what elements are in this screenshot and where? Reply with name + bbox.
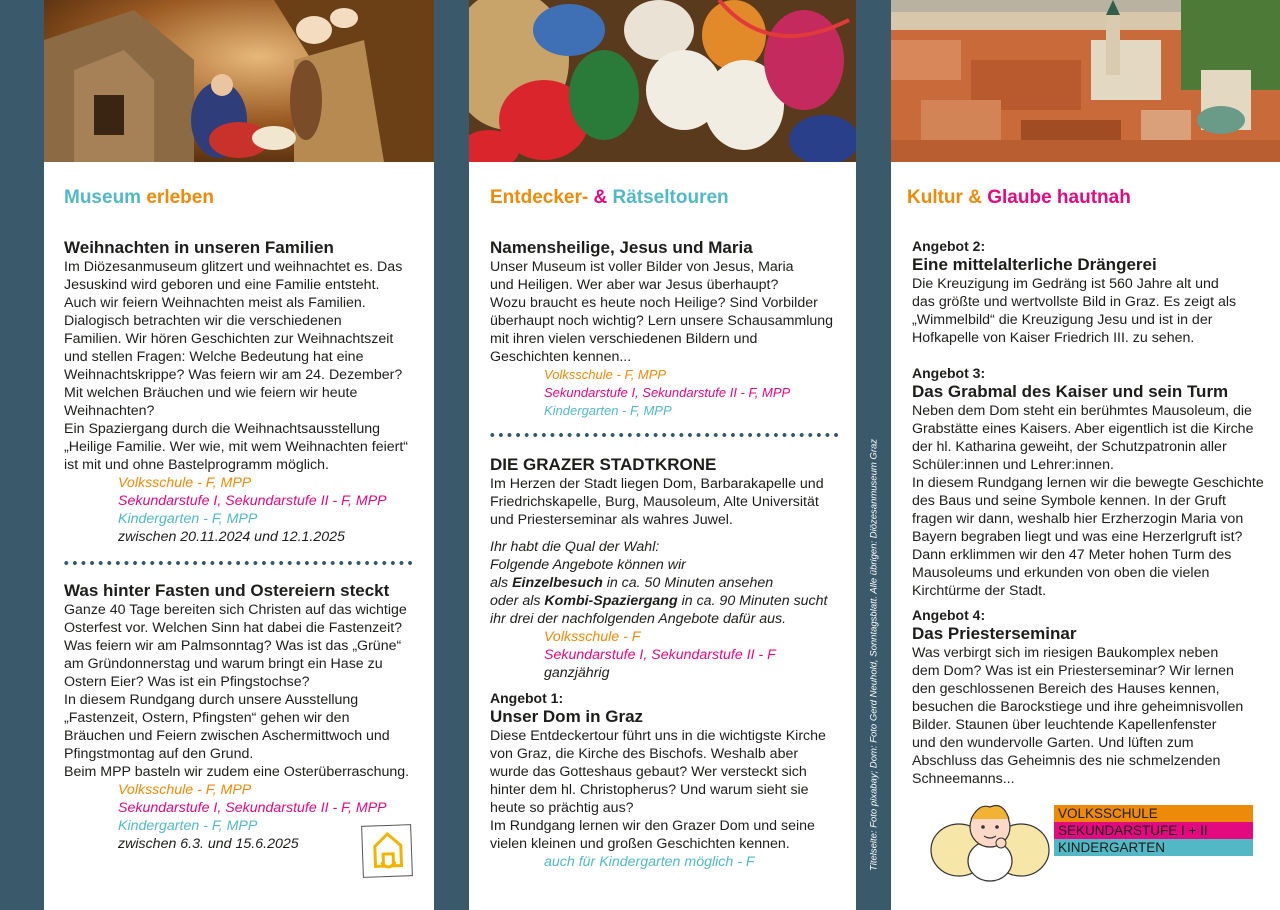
legend-volksschule: VOLKSSCHULE	[1054, 805, 1253, 822]
offer-heading: Weihnachten in unseren Familien	[64, 238, 334, 257]
offer-angebot-1	[490, 690, 850, 871]
offer-dates: zwischen 6.3. und 15.6.2025	[118, 836, 299, 852]
graz-cityscape-photo	[891, 0, 1280, 162]
offer-heading: Was hinter Fasten und Ostereiern steckt	[64, 581, 390, 600]
gutter-band-1	[434, 0, 469, 910]
offer-description: Im Diözesanmuseum glitzert und weihnachtet es. Das Jesuskind wird geboren und eine Familie entsteht. Auch wir feiern Weihnachten meist als Familien. Dialogisch betrachten wir die verschiedenen Familien. Wir hören Geschichten zur Weihnachtszeit und stellen Fragen: Welche Bedeutung hat eine Weihnachtskrippe? Was feiern wir am 24. Dezember? Mit welchen Bräuchen und wie feiern wir heute Weihnachten? Ein Spaziergang durch die Weihnachtsausstellung „Heilige Familie. Wer wie, mit wem Weihnachten feiert“ ist mit und ohne Bastelprogramm möglich.	[64, 259, 409, 473]
column-museum-erleben	[44, 0, 434, 910]
section-title-entdecker: Entdecker- & Rätseltouren	[490, 187, 729, 208]
audience-sekundarstufe: Sekundarstufe I, Sekundarstufe II - F, MPP	[118, 800, 387, 816]
offer-description: Die Kreuzigung im Gedräng ist 560 Jahre alt und das größte und wertvollste Bild in Graz. Es zeigt als „Wimmelbild“ die Kreuzigung Jesu und ist in der Hofkapelle von Kaiser Friedrich III. zu sehen.	[912, 276, 1237, 346]
offer-label: Angebot 2:	[912, 238, 986, 254]
offer-description: Diese Entdeckertour führt uns in die wichtigste Kirche von Graz, die Kirche des Bischofs. Weshalb aber wurde das Gotteshaus gebaut? Wer versteckt sich hinter dem hl. Christopherus? Und warum sieht sie heute so prächtig aus? Im Rundgang lernen wir den Grazer Dom und seine vielen kleinen und großen Geschichten kennen.	[490, 728, 826, 852]
offer-label: Angebot 4:	[912, 607, 986, 623]
legend-kindergarten: KINDERGARTEN	[1054, 839, 1253, 856]
offer-label: Angebot 3:	[912, 365, 986, 381]
offer-description: Neben dem Dom steht ein berühmtes Mausoleum, die Grabstätte eines Kaisers. Aber eigentlich ist die Kirche der hl. Katharina geweiht, der Schutzpatronin aller Schüler:innen und Lehrer:innen. In diesem Rundgang lernen wir die bewegte Geschichte des Baus und seine Symbole kennen. In der Gruft fragen wir dann, weshalb hier Erzherzogin Maria von Bayern begraben liegt und was eine Herzerlgruft ist? Dann erklimmen wir den 47 Meter hohen Turm des Mausoleums und erkunden von oben die vielen Kirchtürme der Stadt.	[912, 403, 1264, 599]
offer-description: Was verbirgt sich im riesigen Baukomplex neben dem Dom? Was ist ein Priesterseminar? Wir lernen den geschlossenen Bereich des Hauses kennen, besuchen die Barockstiege und ihre geheimnisvollen Bilder. Staunen über leuchtende Kapellenfenster und den wundervolle Garten. Und lüften zum Abschluss das Geheimnis des nie schmelzenden Schneemanns...	[912, 645, 1244, 787]
dotted-divider	[488, 432, 840, 438]
offer-angebot-3	[912, 365, 1276, 600]
audience-kindergarten: auch für Kindergarten möglich - F	[544, 854, 755, 870]
audience-kindergarten: Kindergarten - F, MPP	[118, 511, 258, 527]
easter-eggs-photo	[469, 0, 856, 162]
offer-weihnachten	[64, 238, 429, 546]
offer-heading: DIE GRAZER STADTKRONE	[490, 455, 717, 474]
section-title-kultur-glaube: Kultur & Glaube hautnah	[907, 187, 1131, 208]
offer-angebot-2	[912, 238, 1276, 347]
offer-fasten-ostereier	[64, 581, 429, 853]
audience-sekundarstufe: Sekundarstufe I, Sekundarstufe II - F, MPP	[544, 385, 791, 400]
nativity-scene-photo	[44, 0, 434, 162]
column-entdecker-raetseltouren	[469, 0, 856, 910]
offer-dates: ganzjährig	[544, 665, 610, 681]
offer-label: Angebot 1:	[490, 690, 564, 706]
offer-description: Im Herzen der Stadt liegen Dom, Barbarakapelle und Friedrichskapelle, Burg, Mausoleum, Alte Universität und Priesterseminar als wahres Juwel.	[490, 476, 824, 528]
offer-heading: Eine mittelalterliche Drängerei	[912, 255, 1157, 274]
audience-kindergarten: Kindergarten - F, MPP	[118, 818, 258, 834]
dotted-divider	[62, 560, 414, 566]
audience-volksschule: Volksschule - F, MPP	[118, 475, 252, 491]
offer-description: Ganze 40 Tage bereiten sich Christen auf das wichtige Osterfest vor. Welchen Sinn hat dabei die Fastenzeit? Was feiern wir am Palmsonntag? Was ist das „Grüne“ am Gründonnerstag und warum bringt ein Hase zu Ostern Eier? Was ist ein Pfingstochse? In diesem Rundgang durch unsere Ausstellung „Fastenzeit, Ostern, Pfingsten“ gehen wir den Bräuchen und Feiern zwischen Aschermittwoch und Pfingstmontag auf den Grund. Beim MPP basteln wir zudem eine Osterüberraschung.	[64, 602, 410, 780]
offer-description: Unser Museum ist voller Bilder von Jesus, Maria und Heiligen. Wer aber war Jesus überhaupt? Wozu braucht es heute noch Heilige? Sind Vorbilder überhaupt noch wichtig? Lern unsere Schausammlung mit ihren vielen verschiedenen Bildern und Geschichten kennen...	[490, 259, 834, 365]
offer-angebot-4	[912, 607, 1276, 788]
offer-heading: Das Grabmal des Kaiser und sein Turm	[912, 382, 1229, 401]
offer-heading: Unser Dom in Graz	[490, 707, 644, 726]
offer-namensheilige	[490, 238, 850, 420]
audience-kindergarten: Kindergarten - F, MPP	[544, 403, 672, 418]
photo-credit: Titelseite: Foto pixabay; Dom: Foto Gerd Neuhold, Sonntagsblatt. Alle übrigen: Diözesanmuseum Graz	[868, 438, 880, 872]
angel-illustration	[929, 795, 1051, 883]
offer-heading: Namensheilige, Jesus und Maria	[490, 238, 753, 257]
audience-sekundarstufe: Sekundarstufe I, Sekundarstufe II - F, MPP	[118, 493, 387, 509]
audience-sekundarstufe: Sekundarstufe I, Sekundarstufe II - F	[544, 647, 776, 663]
audience-volksschule: Volksschule - F	[544, 629, 641, 645]
left-edge-band	[0, 0, 44, 910]
offer-heading: Das Priesterseminar	[912, 624, 1077, 643]
audience-legend	[1054, 805, 1253, 856]
offer-grazer-stadtkrone	[490, 455, 850, 682]
choice-intro: Ihr habt die Qual der Wahl: Folgende Angebote können wir als Einzelbesuch in ca. 50 Minuten ansehen oder als Kombi-Spaziergang in ca. 90 Minuten sucht ihr drei der nachfolgenden Angebote dafür aus.	[490, 539, 828, 627]
audience-volksschule: Volksschule - F, MPP	[118, 782, 252, 798]
audience-volksschule: Volksschule - F, MPP	[544, 367, 667, 382]
column-kultur-glaube	[891, 0, 1280, 910]
museum-logo	[361, 824, 413, 878]
legend-sekundarstufe: SEKUNDARSTUFE I + II	[1054, 822, 1253, 839]
section-title-museum-erleben: Museum erleben	[64, 187, 214, 208]
offer-dates: zwischen 20.11.2024 und 12.1.2025	[118, 529, 345, 545]
